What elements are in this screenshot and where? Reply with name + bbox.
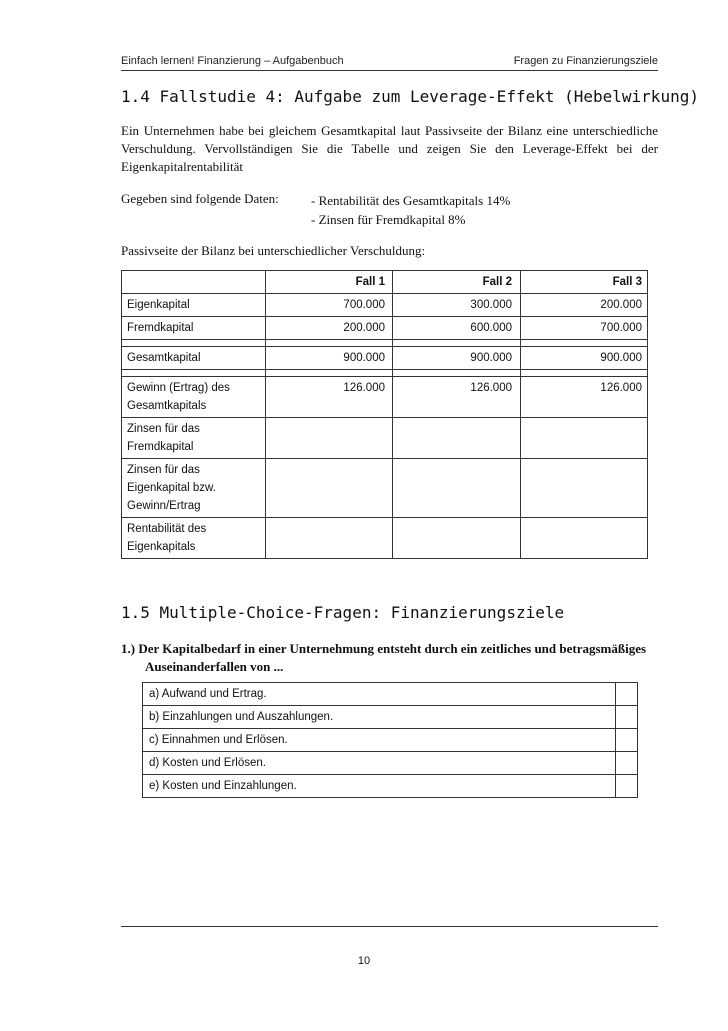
table-spacer-row [122, 340, 648, 347]
table-row [122, 317, 648, 340]
leverage-table [121, 270, 648, 559]
header-cell-empty [122, 271, 266, 294]
cell-value: 126.000 [266, 377, 393, 418]
cell-value: 700.000 [266, 294, 393, 317]
header-fall-3: Fall 3 [521, 271, 648, 294]
given-total-capital-return: - Rentabilität des Gesamtkapitals 14% [311, 193, 511, 208]
list-item [143, 775, 638, 798]
answer-cell[interactable] [521, 459, 648, 518]
cell-value: 900.000 [266, 347, 393, 370]
row-label-eigenkapital: Eigenkapital [122, 294, 266, 317]
option-label: e) Kosten und Einzahlungen. [143, 775, 616, 798]
row-label-fremdkapital: Fremdkapital [122, 317, 266, 340]
cell-value: 126.000 [393, 377, 521, 418]
header-book-title: Einfach lernen! Finanzierung – Aufgabenbuch [121, 55, 344, 67]
question-1 [121, 640, 658, 676]
answer-cell[interactable] [393, 459, 521, 518]
table-row [122, 377, 648, 418]
answer-checkbox[interactable] [616, 775, 638, 798]
option-label: c) Einnahmen und Erlösen. [143, 729, 616, 752]
cell-value: 600.000 [393, 317, 521, 340]
option-label: d) Kosten und Erlösen. [143, 752, 616, 775]
multiple-choice-options [142, 682, 638, 798]
row-label-gewinn: Gewinn (Ertrag) des Gesamtkapitals [122, 377, 266, 418]
row-label-zinsen-eigenkapital: Zinsen für das Eigenkapital bzw. Gewinn/Ertrag [122, 459, 266, 518]
table-header-row [122, 271, 648, 294]
table-row [122, 459, 648, 518]
given-data-list [311, 191, 510, 229]
option-label: b) Einzahlungen und Auszahlungen. [143, 706, 616, 729]
cell-value: 300.000 [393, 294, 521, 317]
page-number: 10 [357, 955, 371, 967]
question-1-continuation: Auseinanderfallen von ... [145, 659, 284, 674]
list-item [143, 729, 638, 752]
option-label: a) Aufwand und Ertrag. [143, 683, 616, 706]
answer-cell[interactable] [266, 518, 393, 559]
answer-cell[interactable] [393, 418, 521, 459]
answer-cell[interactable] [266, 418, 393, 459]
list-item [143, 706, 638, 729]
table-caption: Passivseite der Bilanz bei unterschiedlicher Verschuldung: [121, 243, 426, 258]
cell-value: 900.000 [521, 347, 648, 370]
given-data-label: Gegeben sind folgende Daten: [121, 191, 279, 206]
header-fall-2: Fall 2 [393, 271, 521, 294]
row-label-gesamtkapital: Gesamtkapital [122, 347, 266, 370]
answer-checkbox[interactable] [616, 683, 638, 706]
cell-value: 126.000 [521, 377, 648, 418]
row-label-zinsen-fremdkapital: Zinsen für das Fremdkapital [122, 418, 266, 459]
cell-value: 200.000 [266, 317, 393, 340]
header-chapter-title: Fragen zu Finanzierungsziele [513, 55, 658, 67]
section-1-4-heading: 1.4 Fallstudie 4: Aufgabe zum Leverage-Effekt (Hebelwirkung) [121, 87, 699, 106]
table-spacer-row [122, 370, 648, 377]
case-study-intro: Ein Unternehmen habe bei gleichem Gesamtkapital laut Passivseite der Bilanz eine unterschiedliche Verschuldung. Vervollständigen Sie die Tabelle und zeigen Sie den Leverage-Effekt bei der Eigenkapitalrentabilität [121, 123, 658, 174]
header-fall-1: Fall 1 [266, 271, 393, 294]
given-debt-interest: - Zinsen für Fremdkapital 8% [311, 212, 466, 227]
answer-cell[interactable] [266, 459, 393, 518]
question-1-text: 1.) Der Kapitalbedarf in einer Unternehmung entsteht durch ein zeitliches und betragsmäßiges [121, 641, 647, 656]
header-divider [121, 70, 658, 71]
section-1-5-heading: 1.5 Multiple-Choice-Fragen: Finanzierungsziele [121, 603, 565, 622]
running-header [121, 53, 658, 71]
row-label-rentabilitaet: Rentabilität des Eigenkapitals [122, 518, 266, 559]
footer-divider [121, 926, 658, 927]
answer-cell[interactable] [393, 518, 521, 559]
cell-value: 200.000 [521, 294, 648, 317]
cell-value: 700.000 [521, 317, 648, 340]
answer-checkbox[interactable] [616, 729, 638, 752]
table-row [122, 518, 648, 559]
list-item [143, 752, 638, 775]
answer-checkbox[interactable] [616, 752, 638, 775]
answer-checkbox[interactable] [616, 706, 638, 729]
table-row [122, 294, 648, 317]
answer-cell[interactable] [521, 418, 648, 459]
cell-value: 900.000 [393, 347, 521, 370]
table-row [122, 347, 648, 370]
answer-cell[interactable] [521, 518, 648, 559]
table-row [122, 418, 648, 459]
list-item [143, 683, 638, 706]
